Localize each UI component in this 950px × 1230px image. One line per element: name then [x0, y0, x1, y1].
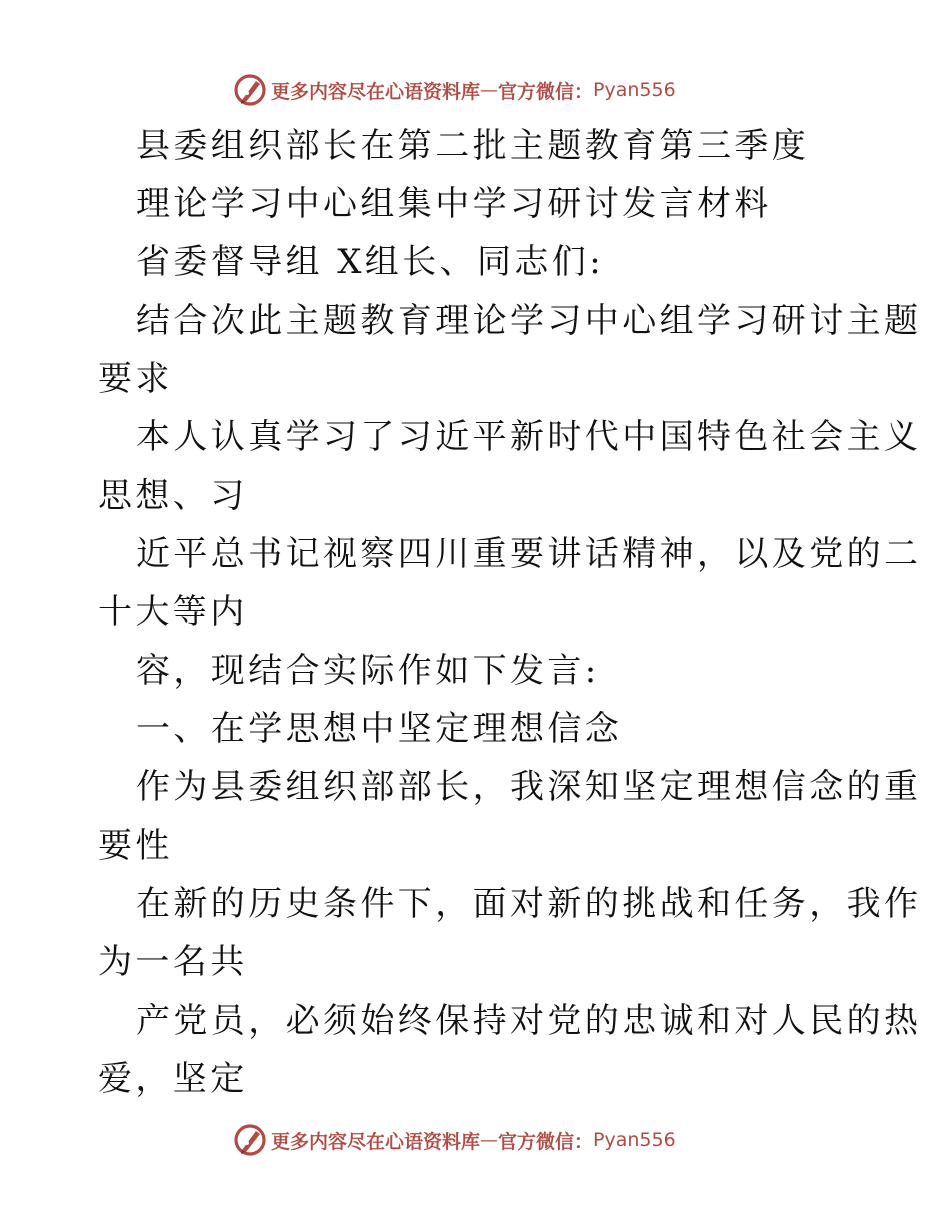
watermark-content [233, 72, 676, 108]
paragraph-line: 思想、习 [98, 476, 248, 516]
salutation: 省委督导组 X组长、同志们: [136, 242, 605, 282]
document-title-line-2: 理论学习中心组集中学习研讨发言材料 [136, 184, 772, 224]
paragraph-line: 本人认真学习了习近平新时代中国特色社会主义 [136, 417, 922, 457]
paragraph-line: 在新的历史条件下，面对新的挑战和任务，我作 [136, 884, 922, 924]
document-title-line-1: 县委组织部长在第二批主题教育第三季度 [136, 126, 810, 166]
paragraph-line: 要性 [98, 826, 173, 866]
watermark-separator: — [480, 79, 499, 101]
watermark-site-text: 更多内容尽在心语资料库 [271, 1130, 481, 1153]
watermark-content [233, 1122, 676, 1158]
circle-pen-logo-icon [233, 1123, 267, 1157]
watermark-contact-label: 官方微信： [498, 80, 594, 103]
paragraph-line: 结合次此主题教育理论学习中心组学习研讨主题 [136, 301, 922, 341]
paragraph-line: 容，现结合实际作如下发言: [136, 651, 600, 691]
footer-watermark [0, 1120, 950, 1160]
paragraph-line: 近平总书记视察四川重要讲话精神，以及党的二 [136, 534, 922, 574]
watermark-contact-label: 官方微信： [498, 1130, 594, 1153]
section-heading: 一、在学思想中坚定理想信念 [136, 709, 623, 749]
paragraph-line: 十大等内 [98, 592, 248, 632]
paragraph-line: 要求 [98, 359, 173, 399]
paragraph-line: 为一名共 [98, 942, 248, 982]
paragraph-line: 作为县委组织部部长，我深知坚定理想信念的重 [136, 767, 922, 807]
circle-pen-logo-icon [233, 73, 267, 107]
watermark-separator: — [480, 1129, 499, 1151]
paragraph-line: 产党员，必须始终保持对党的忠诚和对人民的热 [136, 1001, 922, 1041]
watermark-contact-id: Pyan556 [593, 1129, 676, 1151]
watermark-contact-id: Pyan556 [593, 79, 676, 101]
paragraph-line: 爱，坚定 [98, 1059, 248, 1099]
watermark-site-text: 更多内容尽在心语资料库 [271, 80, 481, 103]
header-watermark [0, 70, 950, 110]
